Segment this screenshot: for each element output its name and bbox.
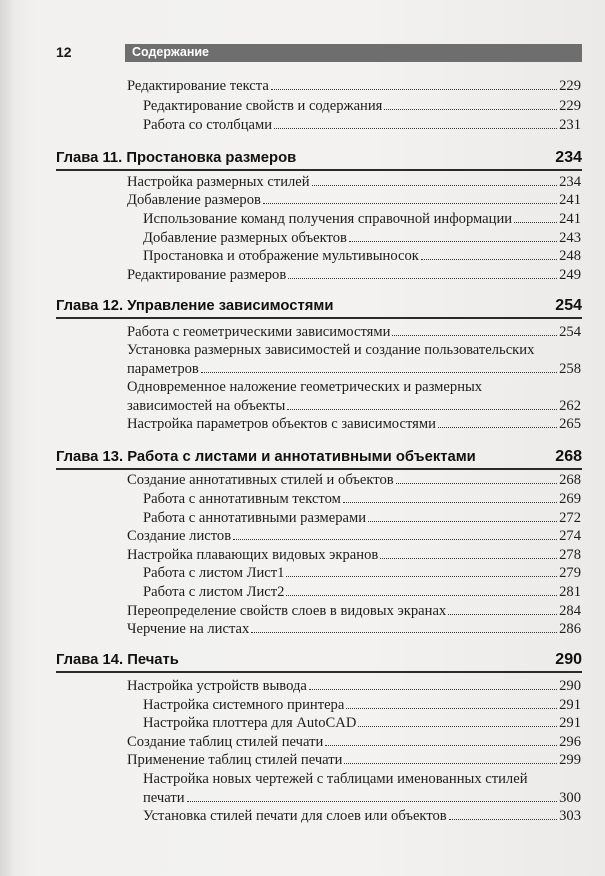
toc-entry-page: 286	[559, 621, 581, 637]
toc-entry-title: Работа с листом Лист2	[143, 584, 285, 600]
toc-entry-page: 231	[559, 117, 581, 133]
toc-entry-page: 272	[559, 510, 581, 526]
toc-entry-title: Создание аннотативных стилей и объектов	[127, 472, 394, 488]
toc-leader-dots	[349, 230, 557, 242]
toc-entry-page: 278	[559, 547, 581, 563]
toc-subentry-wrapped-line: Настройка новых чертежей с таблицами именованных стилей	[143, 771, 528, 787]
toc-subentry	[143, 565, 581, 582]
toc-entry-title: Настройка плоттера для AutoCAD	[143, 715, 357, 731]
page-gutter-shadow	[0, 0, 14, 876]
toc-leader-dots	[421, 248, 557, 260]
toc-subentry	[143, 808, 581, 825]
toc-entry-page: 296	[559, 734, 581, 750]
toc-leader-dots	[187, 790, 558, 802]
toc-subentry	[143, 230, 581, 247]
chapter-page: 234	[555, 149, 582, 166]
toc-leader-dots	[263, 192, 557, 204]
toc-entry-title: Добавление размеров	[127, 192, 261, 208]
toc-leader-dots	[438, 416, 557, 428]
toc-entry	[127, 678, 581, 695]
toc-leader-dots	[380, 547, 557, 559]
toc-entry-page: 300	[559, 790, 581, 806]
toc-leader-dots	[201, 361, 557, 373]
toc-leader-dots	[343, 491, 557, 503]
toc-entry-page: 262	[559, 398, 581, 414]
toc-entry-title: Настройка системного принтера	[143, 697, 345, 713]
toc-entry-page: 243	[559, 230, 581, 246]
toc-entry-title: Настройка размерных стилей	[127, 174, 310, 190]
toc-leader-dots	[368, 510, 557, 522]
toc-entry-wrapped-line: Одновременное наложение геометрических и размерных	[127, 379, 483, 395]
toc-entry-page: 241	[559, 211, 581, 227]
toc-subentry	[143, 248, 581, 265]
toc-entry-page: 229	[559, 98, 581, 114]
toc-entry-title: зависимостей на объекты	[127, 398, 286, 414]
toc-entry-title: Переопределение свойств слоев в видовых экранах	[127, 603, 447, 619]
toc-entry-page: 241	[559, 192, 581, 208]
toc-subentry	[143, 584, 581, 601]
chapter-page: 268	[555, 448, 582, 465]
toc-leader-dots	[344, 752, 557, 764]
toc-entry	[127, 472, 581, 489]
chapter-page: 254	[555, 297, 582, 314]
toc-entry	[127, 734, 581, 751]
toc-entry	[127, 192, 581, 209]
toc-entry-title: Редактирование размеров	[127, 267, 287, 283]
page-number: 12	[56, 44, 72, 60]
toc-entry	[127, 547, 581, 564]
chapter-title: Глава 13. Работа с листами и аннотативными объектами	[56, 449, 476, 465]
toc-leader-dots	[392, 324, 557, 336]
toc-entry-title: Настройка параметров объектов с зависимостями	[127, 416, 436, 432]
toc-leader-dots	[288, 267, 557, 279]
toc-entry	[127, 324, 581, 341]
toc-leader-dots	[287, 398, 557, 410]
toc-entry-page: 279	[559, 565, 581, 581]
running-header-title: Содержание	[132, 45, 210, 59]
toc-entry-page: 291	[559, 697, 581, 713]
chapter-page: 290	[555, 651, 582, 668]
toc-entry-page: 281	[559, 584, 581, 600]
toc-entry-title: Работа с листом Лист1	[143, 565, 285, 581]
toc-subentry	[143, 491, 581, 508]
toc-leader-dots	[312, 174, 558, 186]
toc-entry-page: 291	[559, 715, 581, 731]
toc-subentry	[143, 117, 581, 134]
toc-entry-title: Работа с аннотативным текстом	[143, 491, 341, 507]
toc-entry-title: печати	[143, 790, 185, 806]
toc-leader-dots	[396, 472, 557, 484]
chapter-title: Глава 11. Простановка размеров	[56, 150, 297, 166]
chapter-heading	[56, 446, 582, 470]
toc-entry	[127, 267, 581, 284]
toc-entry-title: Работа со столбцами	[143, 117, 273, 133]
toc-entry-title: Настройка плавающих видовых экранов	[127, 547, 379, 563]
toc-entry-title: Применение таблиц стилей печати	[127, 752, 343, 768]
toc-entry-title: Черчение на листах	[127, 621, 250, 637]
toc-entry-page: 303	[559, 808, 581, 824]
toc-entry-title: Редактирование свойств и содержания	[143, 98, 383, 114]
toc-entry	[127, 398, 581, 415]
toc-entry-page: 234	[559, 174, 581, 190]
toc-entry	[127, 361, 581, 378]
chapter-title: Глава 14. Печать	[56, 652, 179, 668]
toc-subentry	[143, 510, 581, 527]
toc-entry-title: Работа с геометрическими зависимостями	[127, 324, 391, 340]
toc-entry	[127, 752, 581, 769]
chapter-heading	[56, 295, 582, 319]
toc-entry-page: 249	[559, 267, 581, 283]
toc-entry-title: параметров	[127, 361, 199, 377]
toc-entry-page: 290	[559, 678, 581, 694]
toc-entry-title: Создание таблиц стилей печати	[127, 734, 324, 750]
toc-leader-dots	[325, 734, 557, 746]
toc-leader-dots	[286, 584, 557, 596]
toc-entry-page: 299	[559, 752, 581, 768]
toc-entry-page: 269	[559, 491, 581, 507]
toc-entry-title: Добавление размерных объектов	[143, 230, 347, 246]
toc-subentry	[143, 715, 581, 732]
toc-leader-dots	[271, 78, 557, 90]
toc-leader-dots	[514, 211, 557, 223]
toc-entry	[127, 528, 581, 545]
toc-leader-dots	[346, 697, 557, 709]
toc-entry-page: 265	[559, 416, 581, 432]
toc-entry	[127, 416, 581, 433]
toc-subentry	[143, 98, 581, 115]
toc-entry-page: 258	[559, 361, 581, 377]
toc-entry-page: 248	[559, 248, 581, 264]
toc-subentry	[143, 211, 581, 228]
toc-leader-dots	[384, 98, 557, 110]
toc-entry-page: 274	[559, 528, 581, 544]
toc-entry	[127, 174, 581, 191]
chapter-title: Глава 12. Управление зависимостями	[56, 298, 334, 314]
toc-entry-page: 229	[559, 78, 581, 94]
toc-entry-title: Установка стилей печати для слоев или объектов	[143, 808, 447, 824]
toc-entry-title: Создание листов	[127, 528, 232, 544]
toc-entry-title: Простановка и отображение мультивыносок	[143, 248, 419, 264]
running-header-bar	[125, 44, 582, 62]
toc-entry	[127, 621, 581, 638]
chapter-heading	[56, 649, 582, 673]
toc-leader-dots	[233, 528, 557, 540]
toc-entry	[127, 603, 581, 620]
toc-entry-title: Использование команд получения справочной информации	[143, 211, 513, 227]
chapter-heading	[56, 147, 582, 171]
toc-entry-title: Работа с аннотативными размерами	[143, 510, 367, 526]
toc-leader-dots	[286, 565, 557, 577]
toc-subentry	[143, 697, 581, 714]
toc-leader-dots	[448, 603, 557, 615]
toc-leader-dots	[251, 621, 557, 633]
toc-subentry	[143, 790, 581, 807]
toc-entry-page: 268	[559, 472, 581, 488]
toc-entry-title: Редактирование текста	[127, 78, 269, 94]
toc-leader-dots	[449, 808, 557, 820]
toc-entry-page: 284	[559, 603, 581, 619]
toc-entry-page: 254	[559, 324, 581, 340]
toc-entry	[127, 78, 581, 95]
toc-leader-dots	[274, 117, 557, 129]
toc-entry-wrapped-line: Установка размерных зависимостей и создание пользовательских	[127, 342, 535, 358]
toc-entry-title: Настройка устройств вывода	[127, 678, 307, 694]
toc-leader-dots	[309, 678, 557, 690]
toc-leader-dots	[358, 715, 557, 727]
